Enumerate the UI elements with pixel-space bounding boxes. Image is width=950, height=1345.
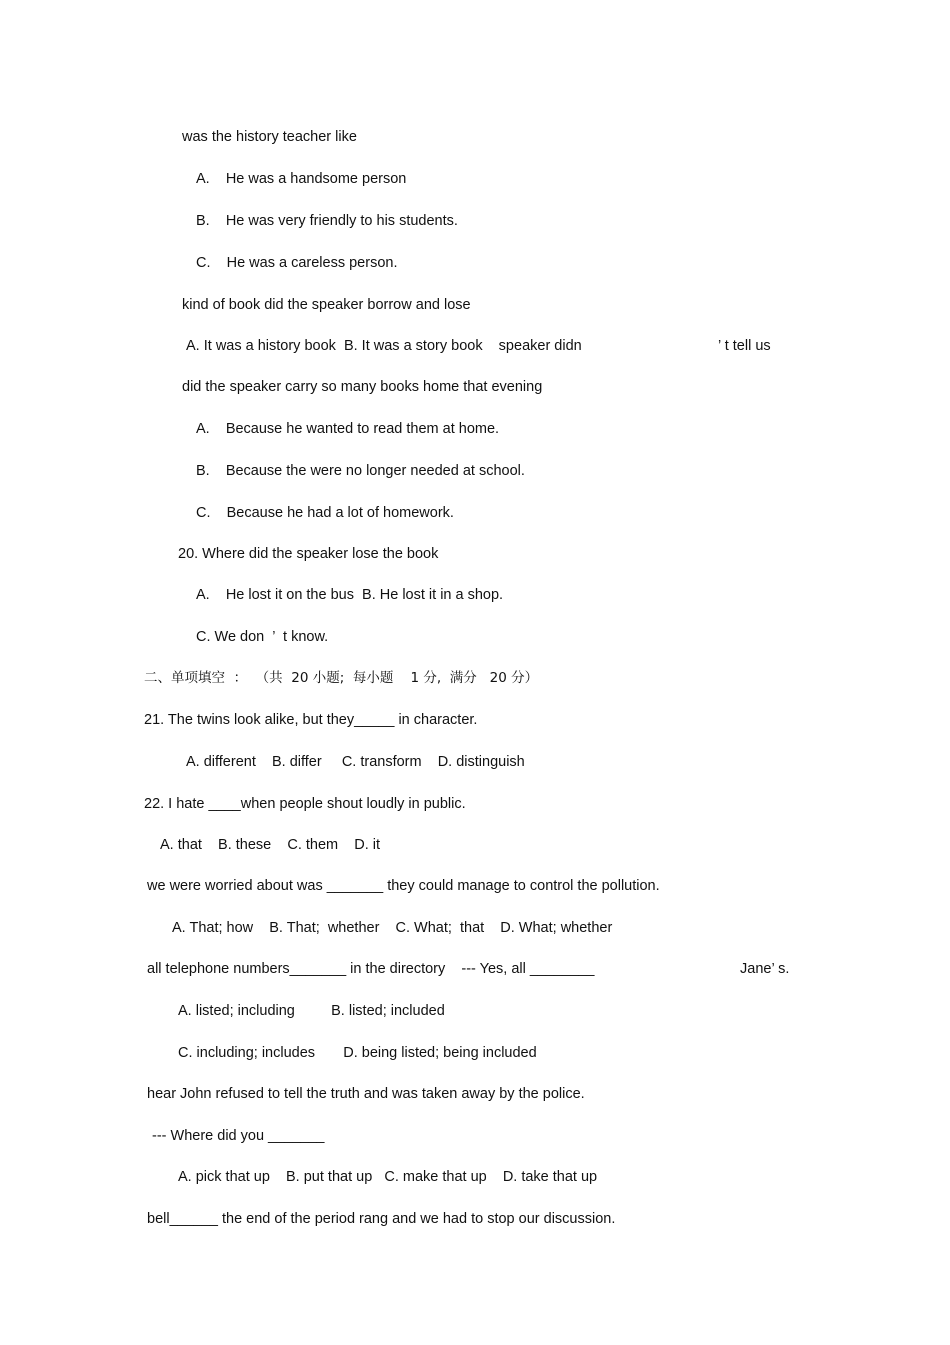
answer-option: A. Because he wanted to read them at home. [196, 421, 500, 437]
answer-option: A. He was a handsome person [196, 171, 407, 187]
question-stem: was the history teacher like [182, 129, 357, 145]
section-heading: 二、单项填空 ： （共 20 小题; 每小题 1 分, 满分 20 分） [144, 670, 539, 686]
answer-option: C. Because he had a lot of homework. [196, 505, 454, 521]
answer-option: A. listed; including B. listed; included [178, 1003, 445, 1019]
question-stem: 21. The twins look alike, but they_____ in character. [144, 712, 478, 728]
question-stem: all telephone numbers_______ in the directory --- Yes, all ________ [147, 961, 595, 977]
question-stem: we were worried about was _______ they could manage to control the pollution. [147, 878, 660, 894]
question-stem: kind of book did the speaker borrow and lose [182, 297, 471, 313]
answer-option: C. including; includes D. being listed; being included [178, 1045, 537, 1061]
question-stem-continued: Jane’ s. [740, 961, 790, 977]
answer-option: B. Because the were no longer needed at school. [196, 463, 525, 479]
question-stem: 20. Where did the speaker lose the book [178, 546, 439, 562]
question-stem: did the speaker carry so many books home that evening [182, 379, 543, 395]
answer-option-continued: ’ t tell us [718, 338, 771, 354]
question-stem: --- Where did you _______ [152, 1128, 325, 1144]
answer-option: A. pick that up B. put that up C. make that up D. take that up [178, 1169, 598, 1185]
question-stem: bell______ the end of the period rang and we had to stop our discussion. [147, 1211, 616, 1227]
answer-option: A. different B. differ C. transform D. distinguish [186, 754, 525, 770]
answer-option: C. We don ’ t know. [196, 629, 329, 645]
answer-option: A. that B. these C. them D. it [160, 837, 380, 853]
answer-option: C. He was a careless person. [196, 255, 398, 271]
question-stem: 22. I hate ____when people shout loudly in public. [144, 796, 466, 812]
answer-option: A. That; how B. That; whether C. What; that D. What; whether [172, 920, 613, 936]
answer-option: B. He was very friendly to his students. [196, 213, 458, 229]
answer-option: A. He lost it on the bus B. He lost it in a shop. [196, 587, 504, 603]
question-stem: hear John refused to tell the truth and was taken away by the police. [147, 1086, 585, 1102]
answer-option: A. It was a history book B. It was a story book speaker didn [186, 338, 582, 354]
